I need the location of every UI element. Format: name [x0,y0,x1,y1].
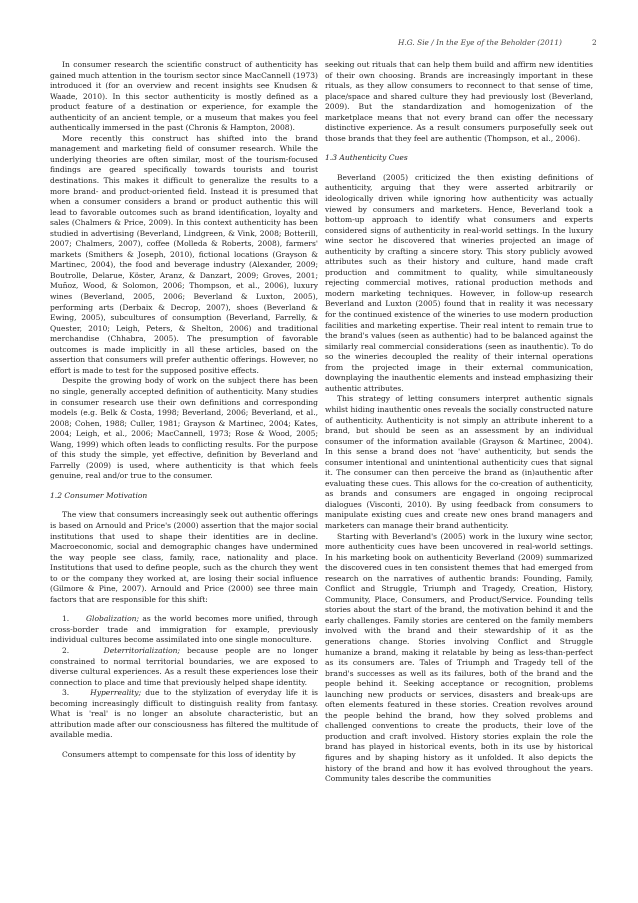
list-term: Globalization; [86,614,140,624]
list-text: as the world becomes more unified, through cross-border trade and immigration for example, previously individual cultures become assimilated into one single monoculture. [50,614,318,645]
paragraph: This strategy of letting consumers interpret authentic signals whilst hiding inauthentic ones reveals the socially constructed nature of authenticity. Authenticity is not simply an attribute inherent to a brand, but should be seen as an assessment by an individual consumer of the information available (Grayson & Martinec, 2004). In this sense a brand does not 'have' authenticity, but sends the consumer intentional and unintentional authenticity cues that signal it. The consumer can then perceive the brand as (in)authentic after evaluating these cues. This allows for the co-creation of authenticity, as brands and consumers are engaged in ongoing reciprocal dialogues (Visconti, 2010). By using feedback from consumers to manipulate existing cues and create new ones brand managers and marketers can manage their brand authenticity. [325,394,593,530]
paragraph: In consumer research the scientific construct of authenticity has gained much attention in the tourism sector since MacCannell (1973) introduced it (for an overview and recent insights see Knudsen & Waade, 2010). In this sector authenticity is mostly defined as a product feature of a destination or experience, for example the authenticity of an ancient temple, or a museum that makes you feel authentically immersed in the past (Chronis & Hampton, 2008). [50,60,318,133]
list-item [50,688,318,741]
paragraph: Starting with Beverland's (2005) work in the luxury wine sector, more authenticity cues have been uncovered in real-world settings. In his marketing book on authenticity Beverland (2009) summarized the discovered cues in ten consistent themes that had emerged from research on the narratives of authentic brands: Founding, Family, Conflict and Struggle, Triumph and Tragedy, Creation, History, Community, Place, Consumers, and Product/Service. Founding tells stories about the start of the brand, the motivation behind it and the early challenges. Family stories are centered on the family members involved with the brand and their stewardship of it as the generations change. Stories involving Conflict and Struggle humanize a brand, making it relatable by being as less-than-perfect as its consumers are. Tales of Triumph and Tragedy tell of the brand's successes as well as its failures, both of the brand and the people behind it. Seeking acceptance or recognition, problems launching new products or services, disasters and break-ups are often elements featured in these stories. Creation revolves around the people behind the brand, how they solved problems and challenged conventions to create the products, their love of the production and craft involved. History stories explain the role the brand has played in historical events, both in its use by historical figures and by shaping history as it unfolded. It also depicts the history of the brand and how it has evolved throughout the years. Community tales describe the communities [325,531,593,784]
page-number: 2 [592,38,597,47]
list-number: 2. [62,645,70,655]
right-column [325,60,593,785]
paragraph: The view that consumers increasingly seek out authentic offerings is based on Arnould and Price's (2000) assertion that the major social institutions that used to shape their identities are in decline. Macroeconomic, social and demographic changes have undermined the way people see class, family, race, nationality and place. Institutions that used to define people, such as the church they went to or the company they worked at, are losing their social influence (Gilmore & Pine, 2007). Arnould and Price (2000) see three main factors that are responsible for this shift: [50,510,318,604]
paragraph: More recently this construct has shifted into the brand management and marketing field of consumer research. While the underlying theories are often similar, most of the tourism-focused findings are geared specifically towards tourists and tourist destinations. This makes it difficult to generalize the results to a more brand- and product-oriented field. Instead it is presumed that when a consumer considers a brand or product authentic this will lead to favorable outcomes such as brand identification, loyalty and sales (Chalmers & Price, 2009). In this context authenticity has been studied in advertising (Beverland, Lindgreen, & Vink, 2008; Botterill, 2007; Chalmers, 2007), coffee (Molleda & Roberts, 2008), farmers' markets (Smithers & Joseph, 2010), fictional locations (Grayson & Martinec, 2004), the food and beverage industry (Alexander, 2009; Boutrolle, Delarue, Köster, Aranz, & Danzart, 2009; Groves, 2001; Muñoz, Wood, & Solomon, 2006; Thompson, et al., 2006), luxury wines (Beverland, 2005, 2006; Beverland & Luxton, 2005), performing arts (Derbaix & Decrop, 2007), shoes (Beverland & Ewing, 2005), subcultures of consumption (Beverland, Farrelly, & Quester, 2010; Leigh, Peters, & Shelton, 2006) and traditional merchandise (Chhabra, 2005). The presumption of favorable outcomes is made implicitly in all these articles, based on the assertion that consumers will prefer authentic offerings. However, no effort is made to test for the supposed positive effects. [50,133,318,375]
paragraph: Despite the growing body of work on the subject there has been no single, generally accepted definition of authenticity. Many studies in consumer research use their own definitions and corresponding models (e.g. Belk & Costa, 1998; Beverland, 2006; Beverland, et al., 2008; Cohen, 1988; Culler, 1981; Grayson & Martinec, 2004; Kates, 2004; Leigh, et al., 2006; MacCannell, 1973; Rose & Wood, 2005; Wang, 1999) which often leads to conflicting results. For the purpose of this study the simple, yet effective, definition by Beverland and Farrelly (2009) is used, where authenticity is that which feels genuine, real and/or true to the consumer. [50,376,318,481]
section-heading: 1.2 Consumer Motivation [50,490,148,500]
list-item [50,646,318,688]
page-header [0,38,638,52]
section-heading: 1.3 Authenticity Cues [325,153,408,163]
running-head: H.G. Sie / In the Eye of the Beholder (2011) [398,38,562,47]
list-text: because people are no longer constrained to normal territorial boundaries, we are exposed to diverse cultural experiences. As a result these experiences lose their connection to place and time that previously helped shape identity. [50,645,318,687]
paragraph: seeking out rituals that can help them build and affirm new identities of their own choosing. Brands are increasingly important in these rituals, as they allow consumers to reconnect to that sense of time, place/space and shared culture they had previously lost (Beverland, 2009). But the standardization and homogenization of the marketplace means that not every brand can offer the necessary distinctive experience. As a result consumers purposefully seek out those brands that they feel are authentic (Thompson, et al., 2006). [325,60,593,143]
list-term: Hyperreality; [90,688,142,698]
list-text: due to the stylization of everyday life it is becoming increasingly difficult to distinguish reality from fantasy. What is 'real' is no longer an absolute characteristic, but an attribution made after our consciousness has filtered the multitude of available media. [50,688,319,740]
paragraph: Beverland (2005) criticized the then existing definitions of authenticity, arguing that they were asserted arbitrarily or ideologically driven while ignoring how authenticity was actually viewed by consumers and marketers. Hence, Beverland took a bottom-up approach to identify what consumers and experts considered signs of authenticity in real-world settings. In the luxury wine sector he discovered that wineries projected an image of authenticity by crafting a sincere story. This story publicly avowed attributes such as their history and culture, hand made craft production and commitment to quality, while simultaneously rejecting commercial motives, rational production methods and modern marketing techniques. However, in follow-up research Beverland and Luxton (2005) found that in reality it was necessary for the continued existence of the wineries to use modern production facilities and marketing expertise. Their real intent to remain true to the brand's values (seen as authentic) had to be balanced against the similarly real commercial considerations (seen as inauthentic). To do so the wineries decoupled the reality of their internal operations from the projected image in their external communication, downplaying the inauthentic elements and instead emphasizing their authentic attributes. [325,172,593,393]
list-term: Deterritorialization; [103,645,181,655]
left-column [50,60,318,760]
paragraph: Consumers attempt to compensate for this loss of identity by [62,749,296,759]
list-number: 1. [62,614,70,624]
list-number: 3. [62,688,70,698]
list-item [50,614,318,646]
